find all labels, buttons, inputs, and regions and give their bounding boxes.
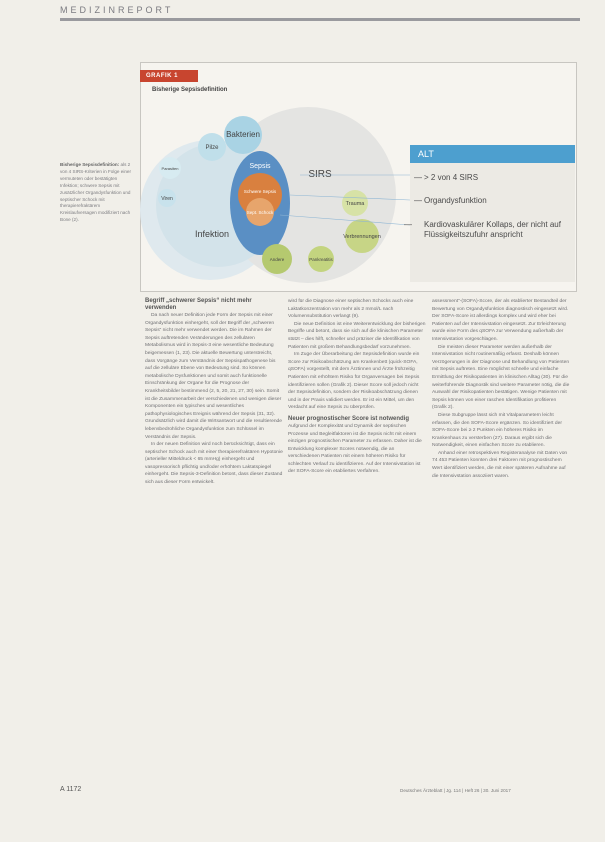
rubric-divider	[60, 18, 580, 21]
legend-header: ALT	[410, 145, 575, 163]
figure-title: Bisherige Sepsisdefinition	[152, 87, 228, 93]
verbrennungen-label: Verbrennungen	[343, 234, 381, 240]
paragraph: Diese Subgruppe lässt sich mit Vitalparametern leicht erfassen, die den SOFA-Score ergänzen. So identifiziert der SOFA-Score bei ≥ 2 Punkten ein höheres Risiko im Krankenhaus zu versterben (27). Daraus ergibt sich die Notwendigkeit, einen einfachen Score zu etablieren.	[432, 412, 562, 449]
legend-item-collapse: — Kardiovaskulärer Kollaps, der nicht auf Flüssigkeitszufuhr anspricht	[404, 220, 561, 239]
legend-item-label: > 2 von 4 SIRS	[424, 173, 479, 182]
legend-item-organ: — Organdysfunktion	[414, 196, 487, 205]
pilze-label: Pilze	[205, 145, 219, 151]
paragraph: In der neuen Definition wird noch berücksichtigt, dass ein septischer Schock auch mit einer therapierefraktären Hypotonie (arterieller Mitteldruck < 65 mmHg) einhergeht und vasopressorisch pflichtig und/oder erhöhtem Laktatspiegel einhergeht. Die Sepsis-3-Definition betont, dass dieser Zustand sich aus dieser Form entwickelt.	[145, 442, 283, 486]
subheading-severe-sepsis: Begriff „schwerer Sepsis“ nicht mehr verwenden	[145, 298, 252, 311]
paragraph: Anhand einer retrospektiven Registeranalyse mit Daten von 74 453 Patienten konnten drei Faktoren mit prognostischem Wert identifiziert werden, die mit einer späteren Aufnahme auf die Intensivstation assoziiert waren.	[432, 450, 568, 479]
journal-citation: Deutsches Ärzteblatt | Jg. 114 | Heft 26 | 30. Juni 2017	[400, 788, 511, 793]
article-column-2	[288, 298, 426, 476]
figure-tag: GRAFIK 1	[140, 70, 198, 82]
legend-item-sirs: — > 2 von 4 SIRS	[414, 173, 479, 182]
caption-title: Bisherige Sepsisdefinition:	[60, 162, 120, 167]
pankreatitis-label: Pankreatitis	[309, 257, 333, 262]
paragraph: Die neue Definition ist eine Weiterentwicklung der bisherigen Begriffe und betont, dass sie sich auf die klinischen Parameter stützt – dies hilft, schneller und präziser die Identifikation von Patienten mit großem Behandlungsbedarf vorzunehmen.	[288, 321, 426, 350]
legend-item-label: Kardiovaskulärer Kollaps, der nicht auf Flüssigkeitszufuhr anspricht	[424, 220, 561, 239]
paragraph: Im Zuge der Überarbeitung der Sepsisdefinition wurde ein Score zur Risikoabschätzung am Krankenbett (quick-SOFA, qSOFA) vorgestellt, mit dem Ärztinnen und Ärzte frühzeitig Patienten mit erhöhtem Risiko für Organversagen bei Sepsis identifizieren sollen (Grafik 2). Dieser Score soll jedoch nicht der Sepsisdefinition, sondern der Risikoabschätzung dienen und in der Praxis validiert werden. Er ist ein Mittel, um den Verdacht auf eine Sepsis zu überprüfen.	[288, 352, 420, 411]
sepsis-label: Sepsis	[249, 163, 271, 170]
sirs-label: SIRS	[308, 169, 332, 180]
parasiten-label: Parasiten	[161, 166, 179, 171]
septic-shock-label: Sept. Schock	[246, 210, 274, 215]
section-rubric: MEDIZINREPORT	[60, 5, 174, 15]
legend-item-label: Organdysfunktion	[424, 196, 487, 205]
schwere-sepsis-label: Schwere Sepsis	[243, 189, 277, 194]
paragraph: Da nach neuer Definition jede Form der Sepsis mit einer Organdysfunktion einhergeht, soll der Begriff der „schweren Sepsis“ nicht mehr verwendet werden. Die im Rahmen der Sepsis auftretenden Veränderungen des zellulären Metabolismus wird in Sepsis-3 eine wesentliche Bedeutung beigemessen (1, 23). Die aktuelle Bewertung unterstreicht, dass Vorgänge zum Verständnis der Sepsispathogenese bis auf die zelluläre Ebene von Bedeutung sind. So können metabolische Dysfunktionen und somit auch funktionelle Einschränkung der Organe für die Prognose der Krankheitsbilder bestimmend (2, 5, 20, 21, 27, 30) sein. Somit ist die Zusammenarbeit der verschiedenen und wenigen dieser Komponenten ein typisches und wesentliches pathophysiologisches Ereignis während der Sepsis (31, 32). Grundsätzlich wird damit die Wirtsantwort und die resultierende lebensbedrohliche Organdysfunktion zum Schlüssel im Verständnis der Sepsis.	[145, 313, 282, 440]
andere-label: Andere	[269, 257, 285, 262]
viren-label: Viren	[161, 196, 173, 202]
sepsis-diagram	[140, 95, 415, 285]
trauma-label: Trauma	[345, 201, 365, 207]
figure-caption	[60, 162, 134, 224]
subheading-prognostic-score: Neuer prognostischer Score ist notwendig	[288, 415, 410, 422]
paragraph: Aufgrund der Komplexität und Dynamik der septischen Prozesse und Begleitfaktoren ist die Sepsis nicht mit einem einzigen prognostischen Parameter zu erfassen. Daher ist die Entwicklung komplexer Scores notwendig, die an verschiedenen Patienten mit einem höheren Risiko für schlechten Verlauf zu identifizieren. Auf der Intensivstation ist der SOFA-Score ein etabliertes Verfahren.	[288, 423, 422, 475]
article-column-1	[145, 298, 283, 487]
page-number: A 1172	[60, 786, 82, 793]
infektion-label: Infektion	[194, 229, 230, 239]
paragraph: wird für die Diagnose einer septischen Schocks auch eine Laktatkonzentration von mehr als 2 mmol/L nach Volumensubstitution verlangt (9).	[288, 299, 414, 320]
bakterien-label: Bakterien	[226, 130, 260, 139]
legend-panel	[404, 145, 575, 282]
paragraph: assessment“-(SOFA)-Score, der als etablierter Bestandteil der Bewertung von Organdysfunktion diagnostisch eingesetzt wird. Der SOFA-Score ist allerdings komplex und wird eher bei Patienten auf der Intensivstation eingesetzt. Zur Erleichterung wurde eine Form des qSOFA zur Verwendung außerhalb der Intensivstation vorgeschlagen.	[432, 299, 569, 342]
paragraph: Die meisten dieser Parameter werden außerhalb der Intensivstation nicht routinemäßig erfasst. Deshalb können Verzögerungen in der Diagnose und Behandlung von Patienten mit Sepsis auftreten. Eine möglichst schnelle und einfache Ermittlung der Risikopatienten im klinischen Alltag (30). Für die weiterführende Diagnostik sind weitere Parameter nötig, die die Auswahl der Risikopatienten bestätigen. Wenige Patienten mit Sepsis können von einer raschen Identifikation profitieren (Grafik 2).	[432, 344, 570, 411]
caption-body: als 2 von 4 SIRS-Kriterien in Folge einer vermuteten oder bestätigten Infektion; schwere Sepsis mit zusätzlicher Organdysfunktion und septischer Schock mit therapierefraktärem Kreislaufversagen modifiziert nach Bone (2).	[60, 162, 131, 223]
article-column-3	[432, 298, 572, 480]
